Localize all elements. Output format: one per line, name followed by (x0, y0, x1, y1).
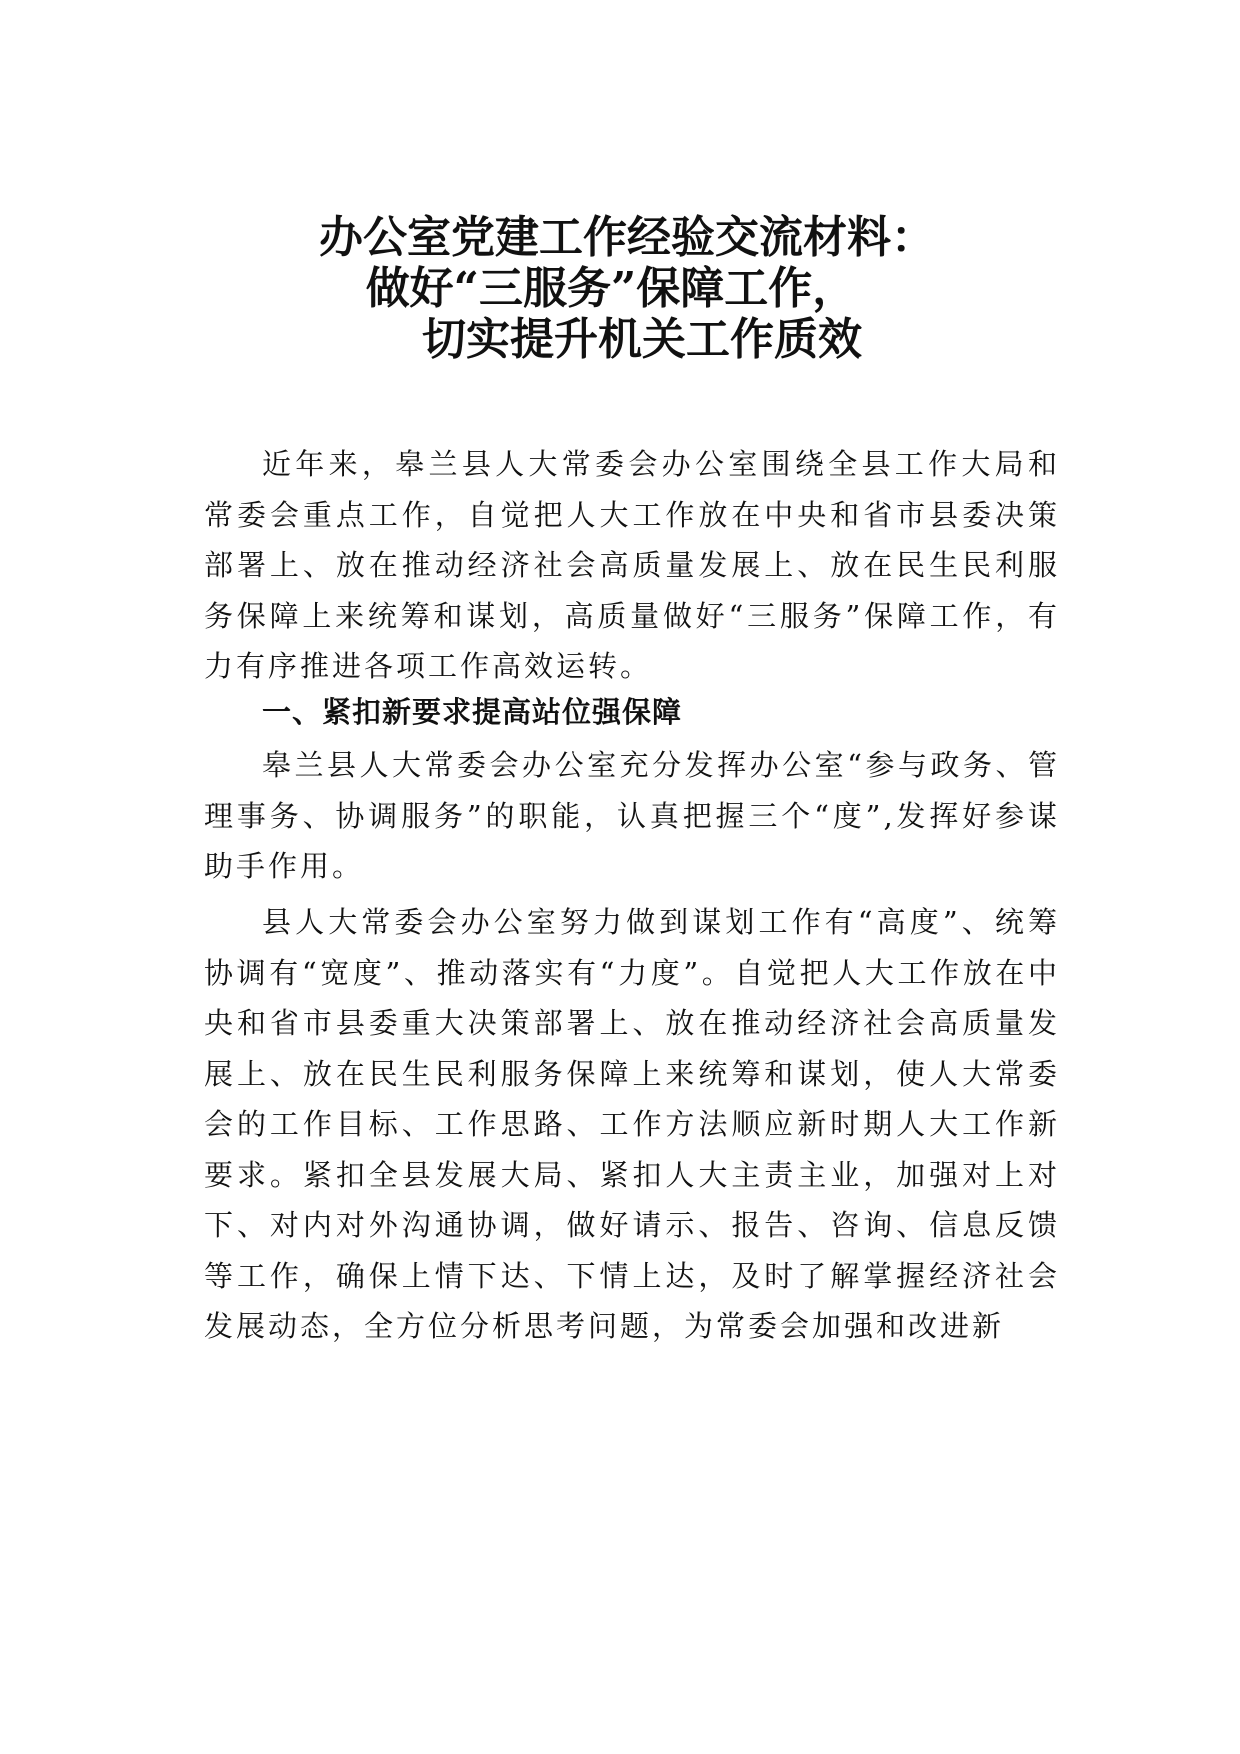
document-title (0, 212, 1240, 365)
title-line-3: 切实提升机关工作质效 (422, 314, 862, 365)
title-line-1: 办公室党建工作经验交流材料： (319, 212, 935, 263)
title-line-2: 做好“三服务”保障工作， (365, 263, 857, 314)
body-paragraph-1: 皋兰县人大常委会办公室充分发挥办公室“参与政务、管理事务、协调服务”的职能，认真把握三个“度”,发挥好参谋助手作用。 (204, 748, 1060, 883)
body-paragraph-2: 县人大常委会办公室努力做到谋划工作有“高度”、统筹协调有“宽度”、推动落实有“力度”。自觉把人大工作放在中央和省市县委重大决策部署上、放在推动经济社会高质量发展上、放在民生民利服务保障上来统筹和谋划，使人大常委会的工作目标、工作思路、工作方法顺应新时期人大工作新要求。紧扣全县发展大局、紧扣人大主责主业，加强对上对下、对内对外沟通协调，做好请示、报告、咨询、信息反馈等工作，确保上情下达、下情上达，及时了解掌握经济社会发展动态，全方位分析思考问题，为常委会加强和改进新 (204, 905, 1060, 1343)
intro-paragraph: 近年来，皋兰县人大常委会办公室围绕全县工作大局和常委会重点工作，自觉把人大工作放在中央和省市县委决策部署上、放在推动经济社会高质量发展上、放在民生民利服务保障上来统筹和谋划，高质量做好“三服务”保障工作，有力有序推进各项工作高效运转。 (204, 447, 1060, 683)
section-heading: 一、紧扣新要求提高站位强保障 (262, 695, 683, 729)
